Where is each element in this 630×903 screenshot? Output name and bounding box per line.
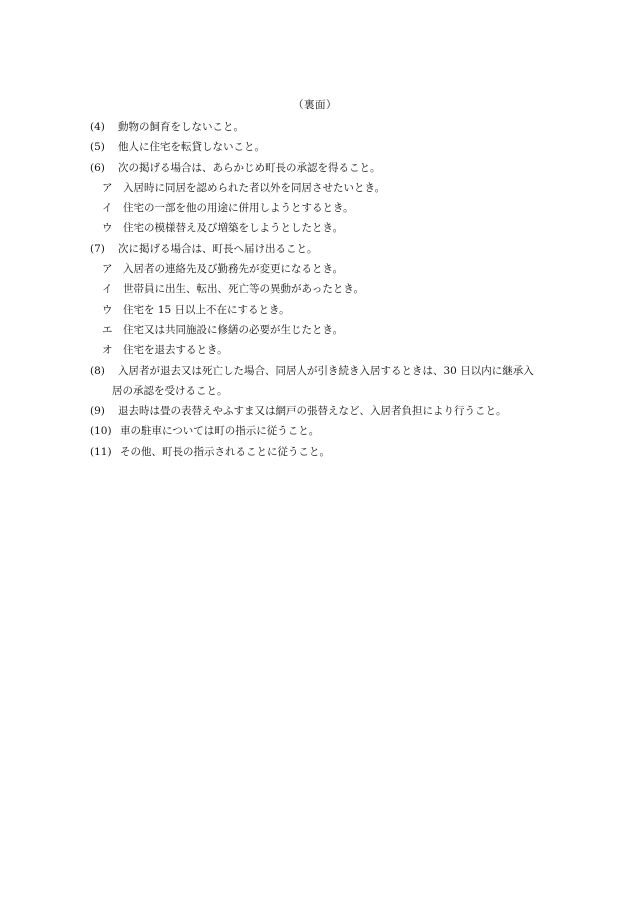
sub-item-mark: エ <box>102 323 113 336</box>
list-item <box>90 137 560 157</box>
sub-item <box>90 300 560 320</box>
page-title: （裏面） <box>293 99 337 111</box>
item-text: 次に掲げる場合は、町長へ届け出ること。 <box>118 242 318 255</box>
sub-item-mark: ア <box>102 181 113 194</box>
item-number: (9) <box>90 405 105 418</box>
sub-item-mark: ウ <box>102 222 113 235</box>
sub-item-text: 住宅を退去するとき。 <box>123 344 228 357</box>
list-item <box>90 401 560 421</box>
item-number: (8) <box>90 364 105 377</box>
list-item <box>90 442 560 462</box>
sub-item <box>90 218 560 238</box>
sub-item-text: 入居者の連絡先及び勤務先が変更になるとき。 <box>123 263 344 276</box>
list-item <box>90 239 560 259</box>
rules-list <box>90 117 560 462</box>
list-item <box>90 117 560 137</box>
item-text: その他、町長の指示されることに従うこと。 <box>120 445 330 458</box>
sub-item <box>90 259 560 279</box>
sub-item <box>90 178 560 198</box>
list-item <box>90 361 560 381</box>
sub-item-text: 世帯員に出生、転出、死亡等の異動があったとき。 <box>123 283 364 296</box>
list-item <box>90 158 560 178</box>
sub-item-mark: ウ <box>102 303 113 316</box>
sub-item-mark: ア <box>102 263 113 276</box>
item-number: (4) <box>90 121 105 133</box>
item-text: 退去時は畳の表替えやふすま又は網戸の張替えなど、入居者負担により行うこと。 <box>118 405 507 418</box>
sub-item <box>90 198 560 218</box>
sub-item <box>90 320 560 340</box>
item-text: 車の駐車については町の指示に従うこと。 <box>120 425 320 438</box>
sub-item-text: 入居時に同居を認められた者以外を同居させたいとき。 <box>123 181 386 194</box>
sub-item-mark: イ <box>102 283 113 296</box>
item-number: (6) <box>90 161 105 174</box>
item-text: 動物の飼育をしないこと。 <box>118 121 244 133</box>
sub-item-text: 住宅の一部を他の用途に併用しようとするとき。 <box>123 202 354 215</box>
item-number: (7) <box>90 242 105 255</box>
sub-item-text: 住宅の模様替え及び増築をしようとしたとき。 <box>123 222 344 235</box>
sub-item-mark: オ <box>102 344 113 357</box>
sub-item-text: 住宅を 15 日以上不在にするとき。 <box>123 303 290 316</box>
item-number: (5) <box>90 141 105 154</box>
item-text-continuation: 居の承認を受けること。 <box>112 384 228 397</box>
item-number: (10) <box>90 425 112 438</box>
sub-item <box>90 340 560 360</box>
item-number: (11) <box>90 445 112 458</box>
item-text: 次の掲げる場合は、あらかじめ町長の承認を得ること。 <box>118 161 381 174</box>
sub-item-text: 住宅又は共同施設に修繕の必要が生じたとき。 <box>123 323 344 336</box>
sub-item-mark: イ <box>102 202 113 215</box>
list-item-continuation <box>90 381 560 401</box>
list-item <box>90 421 560 441</box>
item-text: 他人に住宅を転貸しないこと。 <box>118 141 265 154</box>
sub-item <box>90 279 560 299</box>
item-text: 入居者が退去又は死亡した場合、同居人が引き続き入居するときは、30 日以内に継承入 <box>118 364 534 377</box>
